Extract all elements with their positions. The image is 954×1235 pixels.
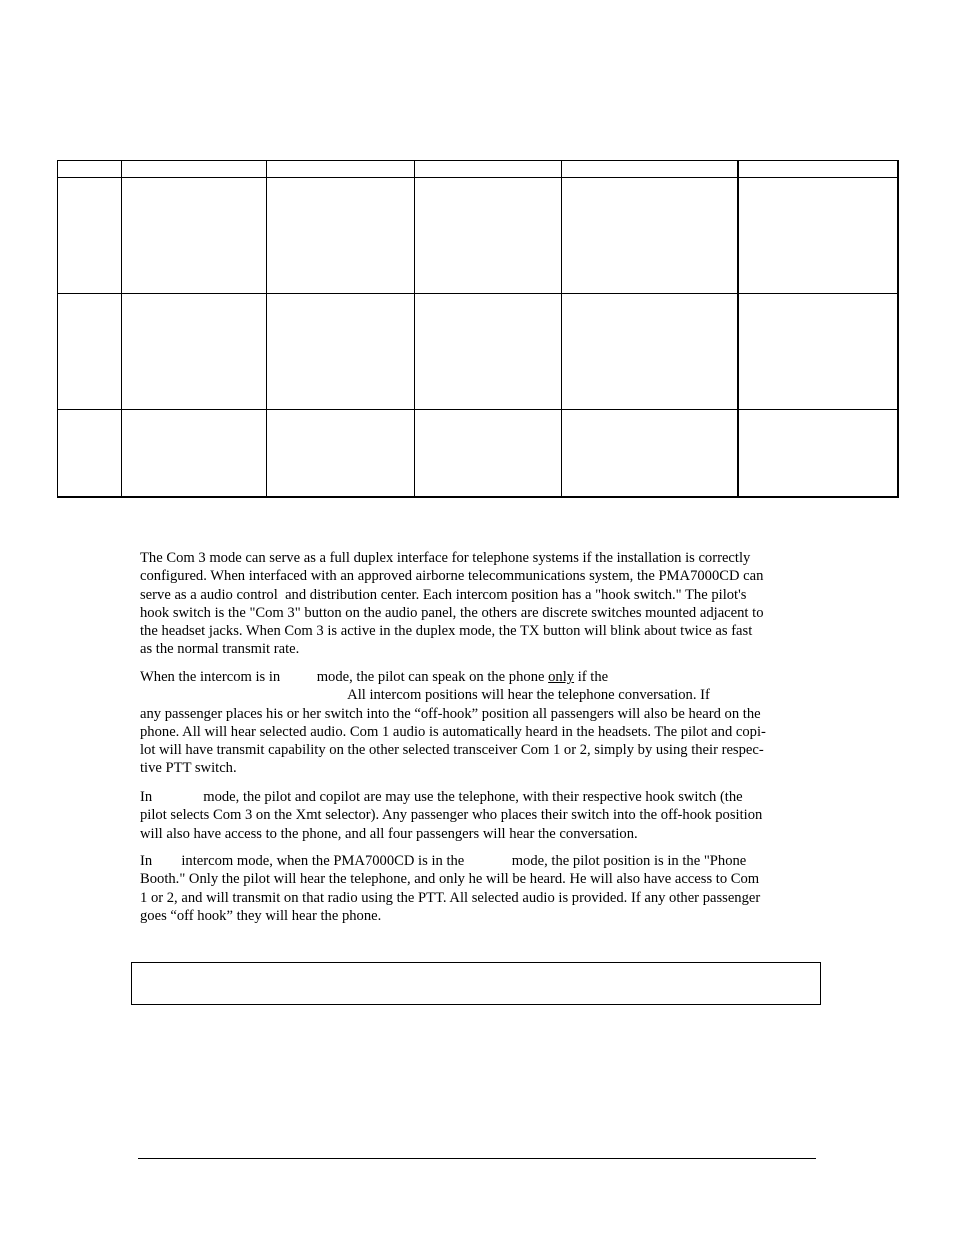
table-cell xyxy=(415,410,562,498)
table-cell xyxy=(122,294,267,410)
text-line: lot will have transmit capability on the other selected transceiver Com 1 or 2, simply by using their respec- xyxy=(140,742,764,759)
text-line: the headset jacks. When Com 3 is active in the duplex mode, the TX button will blink about twice as fast xyxy=(140,623,753,640)
table-cell xyxy=(267,178,415,294)
table-cell xyxy=(415,294,562,410)
text-line: hook switch is the "Com 3" button on the audio panel, the others are discrete switches mounted adjacent to xyxy=(140,604,764,621)
text-line: tive PTT switch. xyxy=(140,760,237,777)
text-line: pilot selects Com 3 on the Xmt selector). Any passenger who places their switch into the off-hook position xyxy=(140,807,763,824)
table-row xyxy=(58,410,898,498)
table-cell xyxy=(58,161,122,178)
emphasis-only: only xyxy=(548,669,575,685)
footer-rule xyxy=(138,1158,816,1159)
text-line: In intercom mode, when the PMA7000CD is in the mode, the pilot position is in the "Phone xyxy=(140,853,747,869)
table-cell xyxy=(738,410,898,498)
table-cell xyxy=(267,161,415,178)
table-cell xyxy=(58,178,122,294)
text-line: will also have access to the phone, and all four passengers will hear the conversation. xyxy=(140,825,638,842)
table-cell xyxy=(562,294,738,410)
text-line: Booth." Only the pilot will hear the telephone, and only he will be heard. He will also have access to Com xyxy=(140,871,760,888)
table-row xyxy=(58,294,898,410)
table-cell xyxy=(58,410,122,498)
paragraph-intercom-mode-pilot xyxy=(140,668,816,778)
table-row xyxy=(58,178,898,294)
note-box xyxy=(131,962,821,1005)
text-fragment: When the intercom is in mode, the pilot can speak on the phone xyxy=(140,669,549,685)
text-line xyxy=(140,668,816,686)
text-line: serve as a audio control and distribution center. Each intercom position has a "hook switch." The pilot's xyxy=(140,586,747,603)
text-line: as the normal transmit rate. xyxy=(140,641,300,658)
text-line: phone. All will hear selected audio. Com 1 audio is automatically heard in the headsets. The pilot and copi- xyxy=(140,723,766,740)
table-cell xyxy=(738,294,898,410)
paragraph-phone-booth xyxy=(140,852,816,925)
text-line: configured. When interfaced with an approved airborne telecommunications system, the PMA7000CD can xyxy=(140,568,764,585)
table-cell xyxy=(415,161,562,178)
intercom-mode-table xyxy=(57,160,899,498)
table-cell xyxy=(267,294,415,410)
table-cell xyxy=(122,178,267,294)
text-line: All intercom positions will hear the telephone conversation. If xyxy=(140,687,710,704)
table-cell xyxy=(562,178,738,294)
table-cell xyxy=(122,410,267,498)
text-line: The Com 3 mode can serve as a full duplex interface for telephone systems if the installation is correctly xyxy=(140,550,751,566)
table-cell xyxy=(738,178,898,294)
text-line: In mode, the pilot and copilot are may use the telephone, with their respective hook switch (the xyxy=(140,789,743,805)
table-cell xyxy=(738,161,898,178)
text-line: any passenger places his or her switch into the “off-hook” position all passengers will also be heard on the xyxy=(140,705,761,722)
table-cell xyxy=(58,294,122,410)
table-cell xyxy=(267,410,415,498)
paragraph-crew-mode xyxy=(140,788,816,843)
paragraph-duplex-interface xyxy=(140,549,816,659)
text-line: 1 or 2, and will transmit on that radio using the PTT. All selected audio is provided. If any other passenger xyxy=(140,889,761,906)
table-cell xyxy=(415,178,562,294)
text-line: goes “off hook” they will hear the phone. xyxy=(140,907,382,924)
table-header-row xyxy=(58,161,898,178)
table-cell xyxy=(122,161,267,178)
text-fragment: if the xyxy=(574,669,609,685)
table-cell xyxy=(562,410,738,498)
table-cell xyxy=(562,161,738,178)
